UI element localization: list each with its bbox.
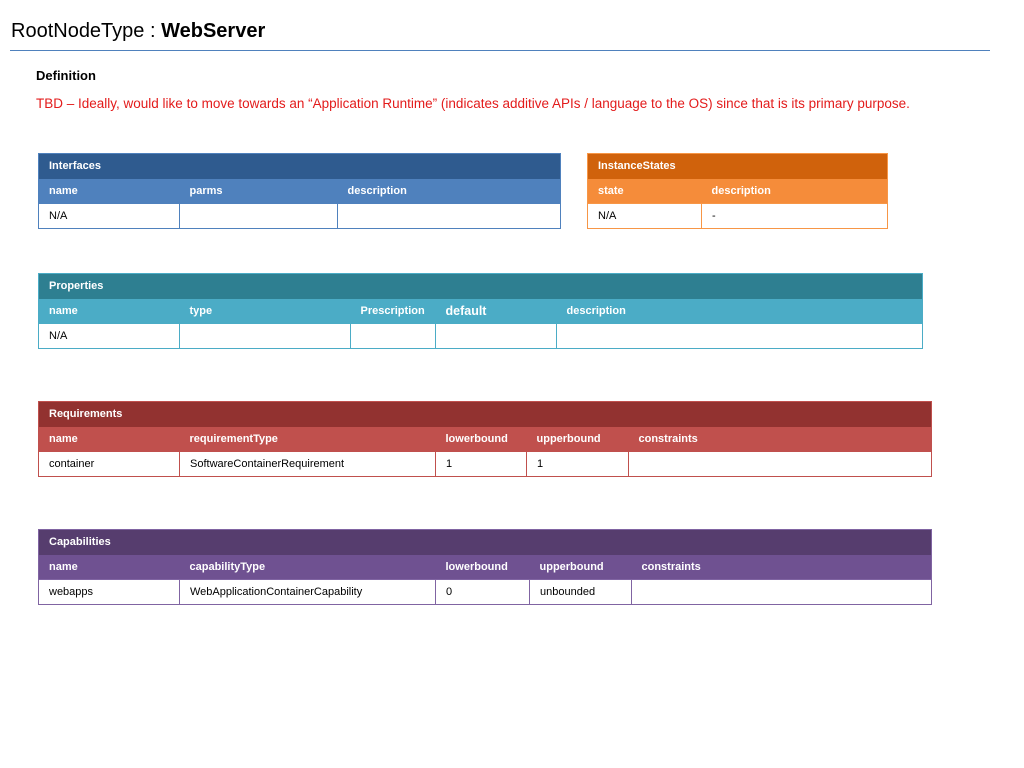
column-header: description — [702, 179, 888, 204]
table-cell: 1 — [436, 452, 527, 477]
column-header: constraints — [632, 555, 932, 580]
table-title-row — [588, 154, 888, 179]
table-title-row — [39, 154, 561, 179]
page-title — [11, 20, 265, 43]
column-header: capabilityType — [180, 555, 436, 580]
table-header-row — [39, 179, 561, 204]
table-cell: SoftwareContainerRequirement — [180, 452, 436, 477]
column-header: type — [180, 299, 351, 324]
table-cell — [351, 324, 436, 349]
column-header: state — [588, 179, 702, 204]
table-header-row — [39, 427, 932, 452]
table-header-row — [39, 299, 923, 324]
properties-table — [38, 273, 923, 349]
column-header: name — [39, 179, 180, 204]
table-row — [39, 580, 932, 605]
title-name: WebServer — [161, 20, 266, 42]
column-header: parms — [180, 179, 338, 204]
table-cell: 0 — [436, 580, 530, 605]
instance-states-title: InstanceStates — [588, 154, 888, 179]
table-cell: WebApplicationContainerCapability — [180, 580, 436, 605]
table-cell — [338, 204, 561, 229]
table-cell — [180, 204, 338, 229]
table-title-row — [39, 274, 923, 299]
requirements-table — [38, 401, 932, 477]
column-header: Prescription — [351, 299, 436, 324]
column-header: lowerbound — [436, 555, 530, 580]
table-title-row — [39, 402, 932, 427]
definition-text: TBD – Ideally, would like to move towards an “Application Runtime” (indicates additive APIs / language to the OS) since that is its primary purpose. — [36, 96, 910, 111]
table-cell — [557, 324, 923, 349]
table-cell — [632, 580, 932, 605]
table-cell — [629, 452, 932, 477]
column-header: name — [39, 427, 180, 452]
table-row — [588, 204, 888, 229]
requirements-title: Requirements — [39, 402, 932, 427]
interfaces-table — [38, 153, 561, 229]
column-header: upperbound — [530, 555, 632, 580]
table-row — [39, 204, 561, 229]
column-header: constraints — [629, 427, 932, 452]
table-row — [39, 452, 932, 477]
column-header: description — [338, 179, 561, 204]
table-cell: N/A — [39, 204, 180, 229]
title-prefix: RootNodeType : — [11, 20, 162, 42]
column-header: requirementType — [180, 427, 436, 452]
column-header: name — [39, 299, 180, 324]
table-cell: webapps — [39, 580, 180, 605]
table-header-row — [39, 555, 932, 580]
table-title-row — [39, 530, 932, 555]
table-cell: N/A — [588, 204, 702, 229]
definition-label: Definition — [36, 68, 96, 83]
column-header: upperbound — [527, 427, 629, 452]
capabilities-title: Capabilities — [39, 530, 932, 555]
table-cell — [180, 324, 351, 349]
column-header: default — [436, 299, 557, 324]
table-cell: N/A — [39, 324, 180, 349]
column-header: description — [557, 299, 923, 324]
table-cell: unbounded — [530, 580, 632, 605]
properties-title: Properties — [39, 274, 923, 299]
column-header: lowerbound — [436, 427, 527, 452]
table-header-row — [588, 179, 888, 204]
title-divider — [10, 50, 990, 51]
table-cell — [436, 324, 557, 349]
capabilities-table — [38, 529, 932, 605]
instance-states-table — [587, 153, 888, 229]
table-cell: container — [39, 452, 180, 477]
column-header: name — [39, 555, 180, 580]
table-cell: - — [702, 204, 888, 229]
table-row — [39, 324, 923, 349]
table-cell: 1 — [527, 452, 629, 477]
interfaces-title: Interfaces — [39, 154, 561, 179]
